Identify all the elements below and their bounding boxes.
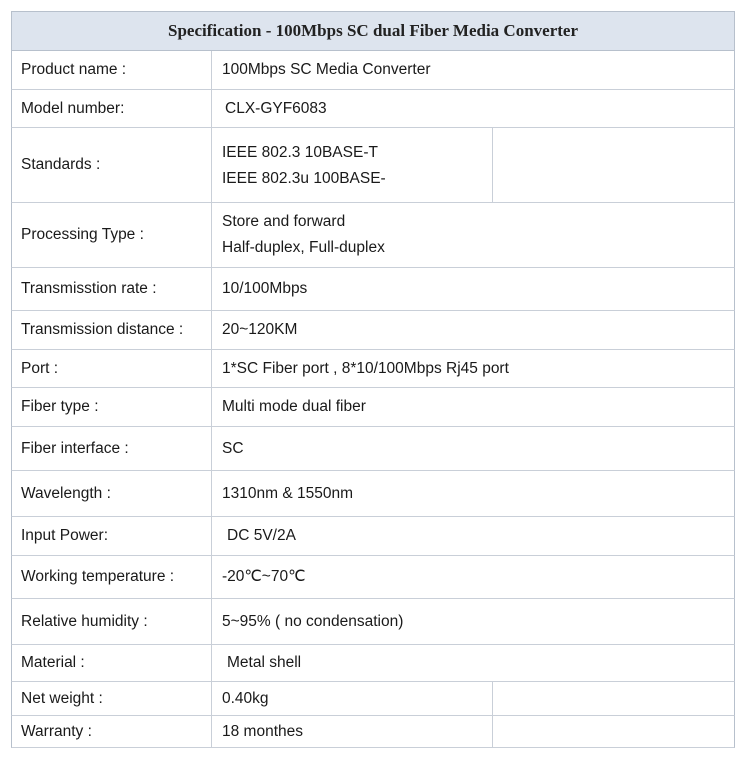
value-line: Metal shell bbox=[227, 654, 302, 671]
value-line: 5~95% ( no condensation) bbox=[222, 612, 404, 630]
row-value bbox=[213, 350, 734, 387]
row-label: Fiber type : bbox=[12, 388, 212, 426]
row-value bbox=[213, 388, 734, 426]
column-divider bbox=[492, 682, 493, 715]
spec-row-processing-type bbox=[11, 203, 735, 268]
value-line: IEEE 802.3 10BASE-T bbox=[222, 144, 378, 161]
spec-row-model-number bbox=[11, 90, 735, 128]
row-value bbox=[213, 90, 734, 127]
value-line: Store and forward bbox=[222, 213, 346, 230]
row-value bbox=[213, 517, 734, 555]
value-line: DC 5V/2A bbox=[227, 527, 296, 544]
spec-row-standards bbox=[11, 128, 735, 203]
row-value bbox=[213, 203, 734, 267]
row-label: Port : bbox=[12, 350, 212, 387]
row-label: Transmission distance : bbox=[12, 311, 212, 349]
row-label: Model number: bbox=[12, 90, 212, 127]
row-label: Working temperature : bbox=[12, 556, 212, 598]
spec-row-product-name bbox=[11, 51, 735, 90]
row-label: Processing Type : bbox=[12, 203, 212, 267]
value-line: Multi mode dual fiber bbox=[222, 398, 366, 415]
spec-row-fiber-interface bbox=[11, 427, 735, 471]
row-value bbox=[213, 682, 491, 715]
value-line: CLX-GYF6083 bbox=[225, 99, 327, 117]
row-value bbox=[213, 556, 734, 598]
value-line: 18 monthes bbox=[222, 722, 303, 740]
row-label: Fiber interface : bbox=[12, 427, 212, 470]
row-value bbox=[213, 427, 734, 470]
value-line: IEEE 802.3u 100BASE- bbox=[222, 170, 386, 187]
row-value bbox=[213, 51, 734, 89]
spec-row-port bbox=[11, 350, 735, 388]
row-value bbox=[213, 645, 734, 681]
row-label: Transmisstion rate : bbox=[12, 268, 212, 310]
spec-row-fiber-type bbox=[11, 388, 735, 427]
row-label: Warranty : bbox=[12, 716, 212, 747]
row-label: Material : bbox=[12, 645, 212, 681]
value-line: 100Mbps SC Media Converter bbox=[222, 61, 431, 78]
column-divider bbox=[492, 128, 493, 202]
spec-row-warranty bbox=[11, 716, 735, 748]
spec-row-wavelength bbox=[11, 471, 735, 517]
row-value bbox=[213, 268, 734, 310]
row-value bbox=[213, 599, 734, 644]
row-label: Product name : bbox=[12, 51, 212, 89]
value-line: -20℃~70℃ bbox=[222, 568, 306, 585]
spec-row-transmission-distance bbox=[11, 311, 735, 350]
row-value bbox=[213, 311, 734, 349]
row-value bbox=[213, 471, 734, 516]
spec-row-net-weight bbox=[11, 682, 735, 716]
value-line: 0.40kg bbox=[222, 689, 269, 707]
value-line: 1310nm & 1550nm bbox=[222, 484, 353, 502]
spec-row-input-power bbox=[11, 517, 735, 556]
spec-row-transmission-rate bbox=[11, 268, 735, 311]
spec-row-working-temperature bbox=[11, 556, 735, 599]
row-label: Relative humidity : bbox=[12, 599, 212, 644]
spec-row-relative-humidity bbox=[11, 599, 735, 645]
row-value bbox=[213, 128, 491, 202]
row-label: Input Power: bbox=[12, 517, 212, 555]
value-line: 10/100Mbps bbox=[222, 280, 308, 297]
spec-row-material bbox=[11, 645, 735, 682]
table-title: Specification - 100Mbps SC dual Fiber Media Converter bbox=[11, 11, 735, 51]
row-label: Wavelength : bbox=[12, 471, 212, 516]
value-line: 1*SC Fiber port , 8*10/100Mbps Rj45 port bbox=[222, 359, 509, 377]
value-line: 20~120KM bbox=[222, 321, 298, 338]
value-line: SC bbox=[222, 439, 244, 457]
column-divider bbox=[492, 716, 493, 747]
row-label: Standards : bbox=[12, 128, 212, 202]
value-line: Half-duplex, Full-duplex bbox=[222, 239, 385, 256]
row-label: Net weight : bbox=[12, 682, 212, 715]
row-value bbox=[213, 716, 491, 747]
